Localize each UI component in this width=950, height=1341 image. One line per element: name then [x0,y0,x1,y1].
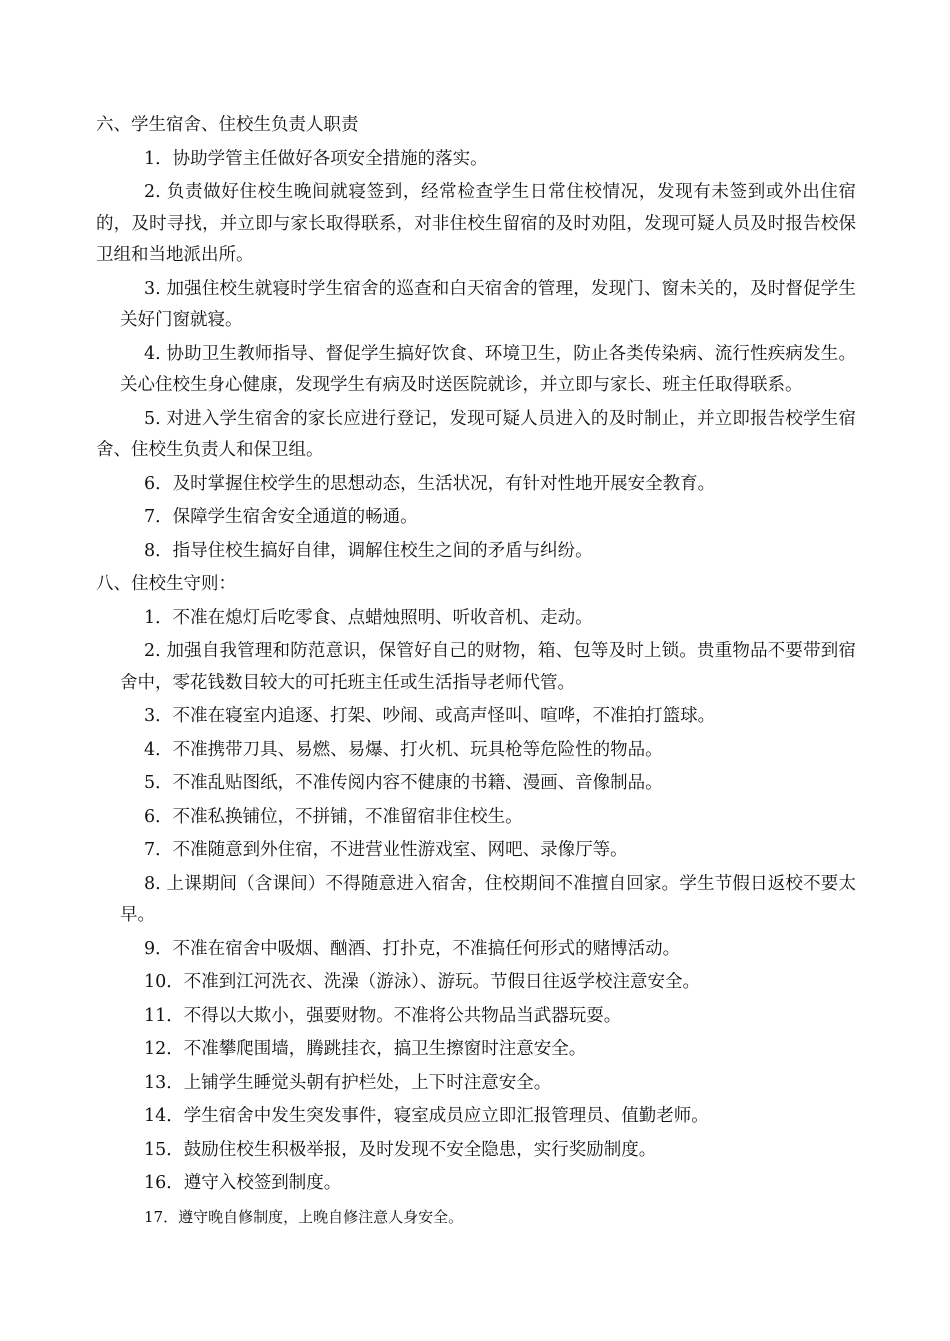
section-8-heading: 八、住校生守则： [96,574,236,594]
section-8-item-1: 1．不准在熄灯后吃零食、点蜡烛照明、听收音机、走动。 [144,607,593,628]
section-6-item-8: 8．指导住校生搞好自律，调解住校生之间的矛盾与纠纷。 [144,540,593,561]
section-8-item-3: 3．不准在寝室内追逐、打架、吵闹、或高声怪叫、喧哗，不准拍打篮球。 [144,706,716,726]
section-8-item-11: 11．不得以大欺小，强要财物。不准将公共物品当武器玩耍。 [144,1005,622,1026]
section-8-item-14: 14．学生宿舍中发生突发事件，寝室成员应立即汇报管理员、值勤老师。 [144,1106,709,1126]
section-6-item-2: 2. 负责做好住校生晚间就寝签到，经常检查学生日常住校情况，发现有未签到或外出住宿的，及时寻找，并立即与家长取得联系，对非住校生留宿的及时劝阻，发现可疑人员及时报告校保卫组和当地派出所。 [96,182,856,265]
section-8-item-9: 9．不准在宿舍中吸烟、酗酒、打扑克，不准搞任何形式的赌博活动。 [144,938,681,959]
document-body [96,110,856,1235]
section-8-item-12: 12．不准攀爬围墙，腾跳挂衣，搞卫生擦窗时注意安全。 [144,1039,587,1059]
section-6-item-3: 3. 加强住校生就寝时学生宿舍的巡查和白天宿舍的管理，发现门、窗未关的，及时督促学生关好门窗就寝。 [120,278,856,330]
section-8-item-16: 16．遵守入校签到制度。 [144,1173,342,1193]
section-8-item-15: 15．鼓励住校生积极举报，及时发现不安全隐患，实行奖励制度。 [144,1139,657,1160]
section-6-item-5: 5. 对进入学生宿舍的家长应进行登记，发现可疑人员进入的及时制止，并立即报告校学生宿舍、住校生负责人和保卫组。 [96,408,856,460]
section-8-item-13: 13．上铺学生睡觉头朝有护栏处，上下时注意安全。 [144,1072,552,1093]
section-8-item-8: 8. 上课期间（含课间）不得随意进入宿舍，住校期间不准擅自回家。学生节假日返校不要太早。 [120,873,856,925]
section-6-item-1: 1．协助学管主任做好各项安全措施的落实。 [144,148,488,169]
section-8-item-2: 2. 加强自我管理和防范意识，保管好自己的财物，箱、包等及时上锁。贵重物品不要带到宿舍中，零花钱数目较大的可托班主任或生活指导老师代管。 [120,641,856,693]
section-6-heading: 六、学生宿舍、住校生负责人职责 [96,115,359,135]
section-8-item-17: 17．遵守晚自修制度，上晚自修注意人身安全。 [144,1207,464,1226]
section-6-item-6: 6．及时掌握住校学生的思想动态，生活状况，有针对性地开展安全教育。 [144,473,716,494]
section-8-item-7: 7．不准随意到外住宿，不进营业性游戏室、网吧、录像厅等。 [144,840,628,860]
section-6-item-4: 4. 协助卫生教师指导、督促学生搞好饮食、环境卫生，防止各类传染病、流行性疾病发生。关心住校生身心健康，发现学生有病及时送医院就诊，并立即与家长、班主任取得联系。 [120,343,856,395]
section-8-item-4: 4．不准携带刀具、易燃、易爆、打火机、玩具枪等危险性的物品。 [144,739,663,760]
section-8-item-5: 5．不准乱贴图纸，不准传阅内容不健康的书籍、漫画、音像制品。 [144,773,663,793]
section-6-item-7: 7．保障学生宿舍安全通道的畅通。 [144,507,418,527]
section-8-item-6: 6．不准私换铺位，不拼铺，不准留宿非住校生。 [144,806,523,827]
section-8-item-10: 10．不准到江河洗衣、洗澡（游泳）、游玩。节假日往返学校注意安全。 [144,972,701,992]
